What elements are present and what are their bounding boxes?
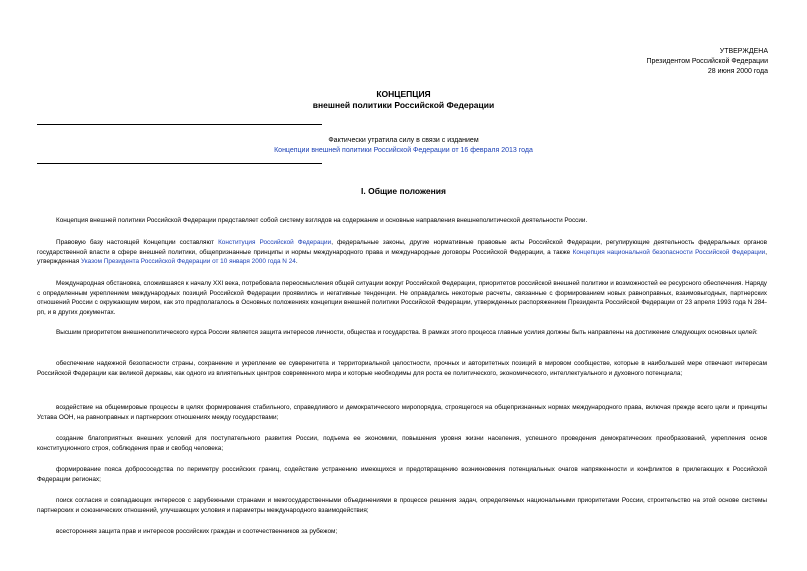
paragraph-10: всесторонняя защита прав и интересов российских граждан и соотечественников за рубежом;: [56, 528, 338, 535]
paragraph-3: Международная обстановка, сложившаяся к началу XXI века, потребовала переосмысления общей ситуации вокруг Российской Федерации, приоритетов российской внешней политики и возможностей ее ресурсного обеспечения. Наряду с определенным укреплением международных позиций Российской Федерации проявились и негативные тенденции. Не оправдались некоторые расчеты, связанные с формированием новых равноправных, взаимовыгодных, партнерских отношений России с окружающим миром, как это предполагалось в Основных положениях концепции внешней политики Российской Федерации, утвержденных распоряжением Президента Российской Федерации от 23 апреля 1993 года N 284-рп, и в других документах.: [37, 280, 767, 316]
approval-stamp: [646, 47, 768, 77]
paragraph-2-text-a: Правовую базу настоящей Концепции составляют: [56, 239, 219, 246]
paragraph-2-text-c: , утвержденная: [37, 248, 768, 265]
divider-top: [37, 124, 322, 125]
approval-line-2: Президентом Российской Федерации: [646, 58, 768, 65]
paragraph-9: поиск согласия и совпадающих интересов с зарубежными странами и межгосударственными объединениями в процессе решения задач, определяемых национальными приоритетами России, строительство на этой основе системы партнерских и союзнических отношений, улучшающих условия и параметры международного взаимодействия;: [37, 497, 767, 514]
security-concept-link[interactable]: Концепция национальной безопасности Российской Федерации: [572, 248, 766, 256]
approval-line-3: 28 июня 2000 года: [707, 68, 768, 75]
paragraph-2: [37, 238, 767, 267]
paragraph-8: формирование пояса добрососедства по периметру российских границ, содействие устранению имеющихся и предотвращению возникновения потенциальных очагов напряженности и конфликтов в прилегающих к Российской Федерации регионах;: [37, 466, 767, 483]
paragraph-4: Высшим приоритетом внешнеполитического курса России является защита интересов личности, общества и государства. В рамках этого процесса главные усилия должны быть направлены на достижение следующих основных целей:: [56, 329, 758, 336]
paragraph-6: воздействие на общемировые процессы в целях формирования стабильного, справедливого и демократического миропорядка, строящегося на общепризнанных нормах международного права, включая прежде всего цели и принципы Устава ООН, на равноправных и партнерских отношениях между государствами;: [37, 404, 767, 421]
paragraph-2-text-b: , федеральные законы, другие нормативные правовые акты Российской Федерации, регулирующие деятельность федеральных органов государственной власти в сфере внешней политики, общепризнанные принципы и нормы международного права и международные договоры Российской Федерации, а также: [37, 239, 768, 256]
status-note-text: Фактически утратила силу в связи с изданием: [328, 137, 479, 144]
paragraph-1: Концепция внешней политики Российской Федерации представляет собой систему взглядов на содержание и основные направления внешнеполитической деятельности России.: [56, 217, 588, 224]
approval-line-1: УТВЕРЖДЕНА: [719, 48, 768, 55]
paragraph-5: обеспечение надежной безопасности страны, сохранение и укрепление ее суверенитета и территориальной целостности, прочных и авторитетных позиций в мировом сообществе, которые в наибольшей мере отвечают интересам Российской Федерации как великой державы, как одного из влиятельных центров современного мира и которые необходимы для роста ее политического, экономического, интеллектуального и духовного потенциала;: [37, 360, 767, 377]
paragraph-7: создание благоприятных внешних условий для поступательного развития России, подъема ее экономики, повышения уровня жизни населения, успешного проведения демократических преобразований, укрепления основ конституционного строя, соблюдения прав и свобод человека;: [37, 435, 767, 452]
section-title: I. Общие положения: [361, 186, 446, 196]
status-note: [0, 136, 807, 156]
paragraph-2-text-d: .: [295, 258, 298, 265]
status-note-link[interactable]: Концепции внешней политики Российской Федерации от 16 февраля 2013 года: [274, 147, 533, 154]
presidential-decree-link[interactable]: Указом Президента Российской Федерации от 10 января 2000 года N 24: [80, 258, 296, 265]
document-title: [0, 89, 807, 111]
constitution-link[interactable]: Конституция Российской Федерации: [218, 239, 332, 246]
document-title-line-1: КОНЦЕПЦИЯ: [376, 89, 431, 99]
divider-bottom: [37, 163, 322, 164]
document-title-line-2: внешней политики Российской Федерации: [312, 100, 495, 110]
